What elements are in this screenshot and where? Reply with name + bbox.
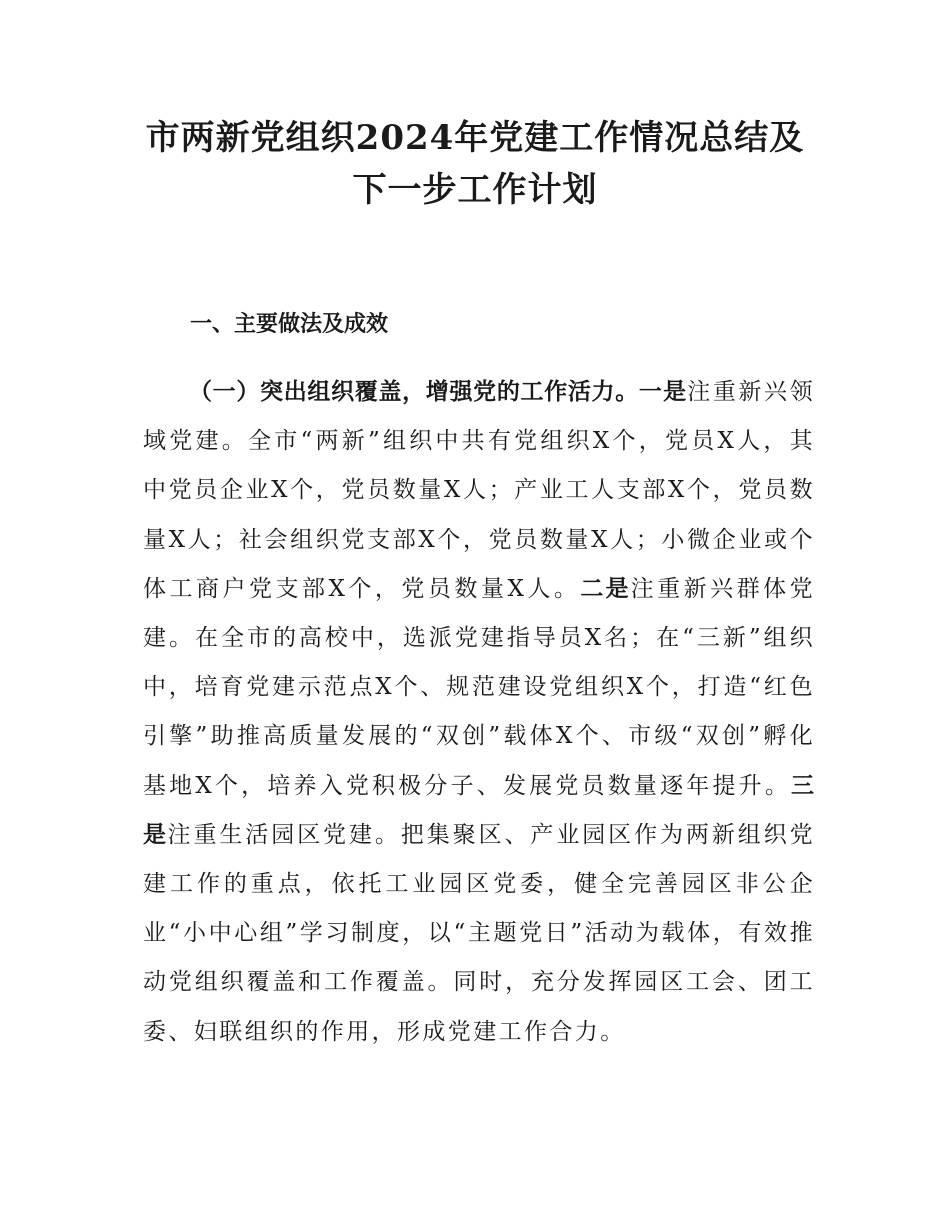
section-heading: 一、主要做法及成效 xyxy=(190,312,389,337)
document-title: 市两新党组织2024年党建工作情况总结及下一步工作计划 xyxy=(145,118,805,210)
point-text-3: 注重生活园区党建。把集聚区、产业园区作为两新组织党建工作的重点，依托工业园区党委，健全完善园区非公企业“小中心组”学习制度，以“主题党日”活动为载体，有效推动党组织覆盖和工作覆盖。同时，充分发挥园区工会、团工委、妇联组织的作用，形成党建工作合力。 xyxy=(143,821,816,1045)
paragraph-lead: （一）突出组织覆盖，增强党的工作活力。 xyxy=(189,379,639,405)
point-text-2: 注重新兴群体党建。在全市的高校中，选派党建指导员X名；在“三新”组织中，培育党建示范点X个、规范建设党组织X个，打造“红色引擎”助推高质量发展的“双创”载体X个、市级“双创”孵化基地X个，培养入党积极分子、发展党员数量逐年提升。 xyxy=(143,575,815,799)
point-text-1: 注重新兴领域党建。全市“两新”组织中共有党组织X个，党员X人，其中党员企业X个，党员数量X人；产业工人支部X个，党员数量X人；社会组织党支部X个，党员数量X人；小微企业或个体工商户党支部X个，党员数量X人。 xyxy=(143,379,816,602)
point-marker-1: 一是 xyxy=(638,379,688,405)
point-marker-2: 二是 xyxy=(580,575,631,602)
point-marker-3: 三是 xyxy=(143,772,815,848)
body-paragraph xyxy=(143,368,815,1057)
